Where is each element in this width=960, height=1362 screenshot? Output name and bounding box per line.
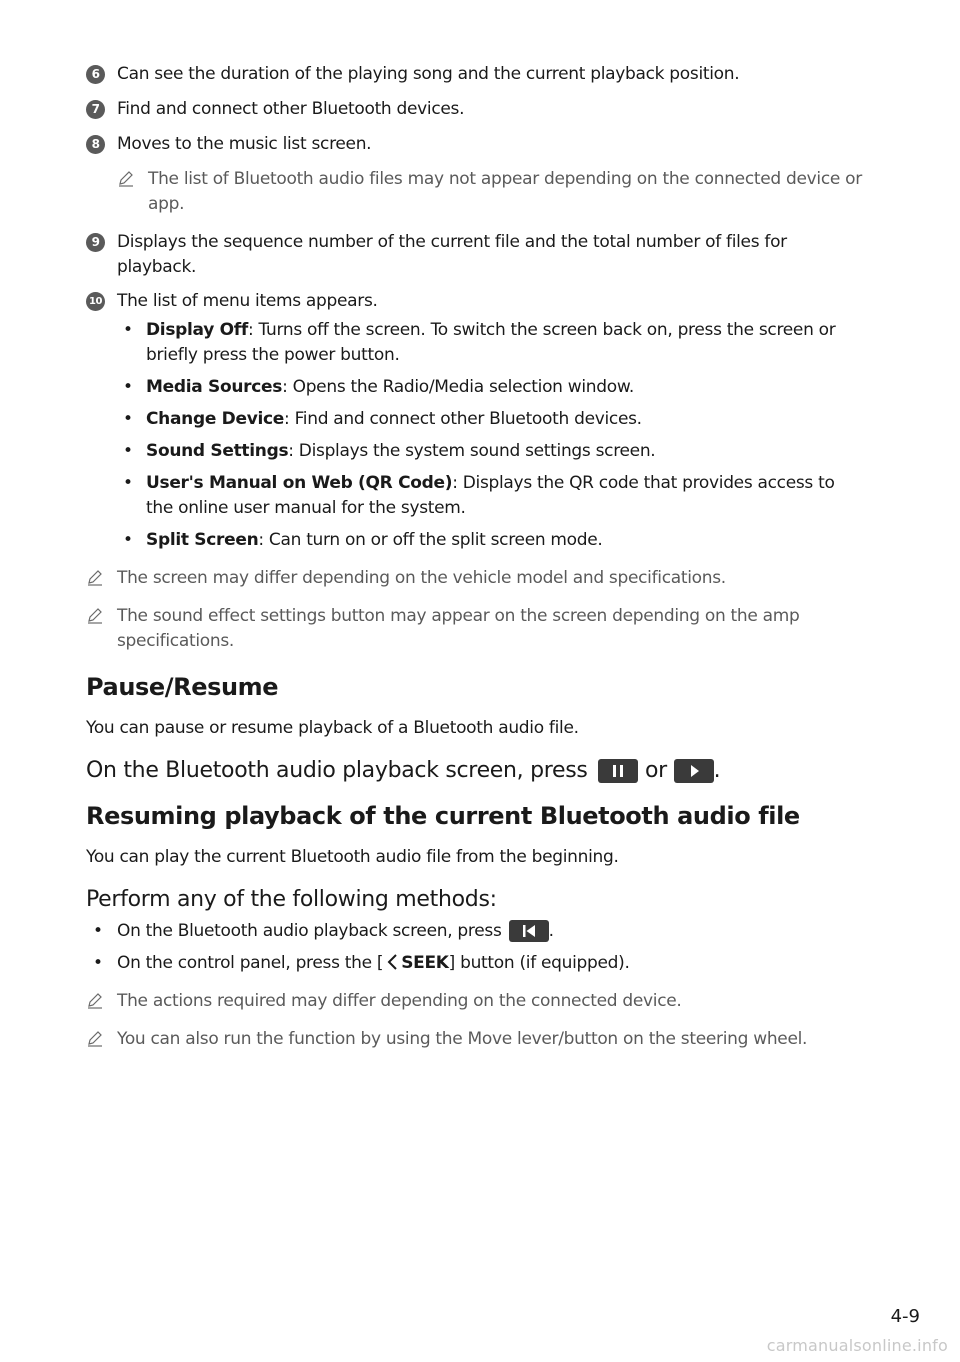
- watermark: carmanualsonline.info: [766, 1336, 948, 1355]
- note-text: The list of Bluetooth audio files may not appear depending on the connected device or app.: [148, 169, 862, 214]
- number-badge: 9: [86, 233, 105, 252]
- menu-desc: : Displays the system sound settings screen.: [288, 441, 656, 461]
- pause-description: You can pause or resume playback of a Bluetooth audio file.: [86, 718, 579, 738]
- pen-note-icon: [86, 1029, 104, 1047]
- note-text: The screen may differ depending on the vehicle model and specifications.: [117, 568, 726, 588]
- number-badge: 7: [86, 100, 105, 119]
- seek-key: SEEK: [401, 953, 449, 973]
- bullet-text: On the Bluetooth audio playback screen, press: [117, 921, 502, 941]
- page-number: 4-9: [890, 1306, 920, 1327]
- menu-term: User's Manual on Web (QR Code): [146, 473, 453, 493]
- pen-note-icon: [86, 568, 104, 586]
- item-text: Displays the sequence number of the current file and the total number of files for playback.: [117, 232, 787, 277]
- menu-term: Sound Settings: [146, 441, 289, 461]
- section-heading-pause-resume: Pause/Resume: [86, 673, 279, 701]
- menu-desc: : Displays the QR code that provides access to the online user manual for the system.: [146, 473, 835, 518]
- item-text: Moves to the music list screen.: [117, 134, 372, 154]
- number-badge: 8: [86, 135, 105, 154]
- step-or: or: [644, 758, 667, 783]
- menu-item-sound-settings: • Sound Settings: Displays the system sound settings screen.: [123, 441, 656, 461]
- resume-bullet-screen: • On the Bluetooth audio playback screen, press .: [93, 921, 554, 941]
- section-heading-resume-current: Resuming playback of the current Bluetooth audio file: [86, 802, 800, 830]
- note-item8: [117, 167, 864, 217]
- item-text: Find and connect other Bluetooth devices.: [117, 99, 465, 119]
- previous-track-icon: [509, 920, 549, 942]
- pen-note-icon: [86, 991, 104, 1009]
- menu-term: Display Off: [146, 320, 248, 340]
- list-item-9: [86, 230, 864, 280]
- menu-desc: : Turns off the screen. To switch the screen back on, press the screen or briefly press the power button.: [146, 320, 836, 365]
- item-text: The list of menu items appears.: [117, 291, 378, 311]
- item-text: Can see the duration of the playing song and the current playback position.: [117, 64, 740, 84]
- menu-term: Split Screen: [146, 530, 259, 550]
- list-item-8: [86, 132, 864, 157]
- chevron-left-icon: [385, 953, 399, 971]
- list-item-7: [86, 97, 864, 122]
- menu-term: Media Sources: [146, 377, 283, 397]
- bullet-text: On the control panel, press the [: [117, 953, 384, 973]
- note-actions-differ: [86, 989, 864, 1014]
- menu-item-split-screen: • Split Screen: Can turn on or off the split screen mode.: [123, 530, 603, 550]
- resume-bullet-control-panel: • On the control panel, press the [ SEEK] button (if equipped).: [93, 953, 630, 973]
- note-sound-effect: [86, 604, 864, 654]
- menu-desc: : Can turn on or off the split screen mode.: [258, 530, 603, 550]
- number-badge: 10: [86, 292, 105, 311]
- play-icon: [674, 759, 714, 783]
- note-text: The actions required may differ depending on the connected device.: [117, 991, 682, 1011]
- menu-item-change-device: • Change Device: Find and connect other Bluetooth devices.: [123, 409, 642, 429]
- list-item-10: [86, 289, 864, 314]
- note-text: The sound effect settings button may appear on the screen depending on the amp specifications.: [117, 606, 800, 651]
- pause-icon: [598, 759, 638, 783]
- note-text: You can also run the function by using the Move lever/button on the steering wheel.: [117, 1029, 808, 1049]
- note-screen-differ: [86, 566, 864, 591]
- menu-desc: : Opens the Radio/Media selection window.: [282, 377, 634, 397]
- menu-term: Change Device: [146, 409, 285, 429]
- pen-note-icon: [86, 606, 104, 624]
- menu-item-media-sources: • Media Sources: Opens the Radio/Media selection window.: [123, 377, 634, 397]
- resume-step: Perform any of the following methods:: [86, 887, 497, 912]
- pause-step: On the Bluetooth audio playback screen, press or .: [86, 758, 721, 783]
- list-item-6: [86, 62, 864, 87]
- menu-desc: : Find and connect other Bluetooth devices.: [284, 409, 642, 429]
- menu-item-users-manual: • User's Manual on Web (QR Code): Displays the QR code that provides access to the online user manual for the system.: [123, 473, 835, 518]
- number-badge: 6: [86, 65, 105, 84]
- resume-description: You can play the current Bluetooth audio file from the beginning.: [86, 847, 619, 867]
- note-move-lever: [86, 1027, 864, 1052]
- menu-item-display-off: • Display Off: Turns off the screen. To switch the screen back on, press the screen or briefly press the power button.: [123, 320, 836, 365]
- pen-note-icon: [117, 169, 135, 187]
- step-text: On the Bluetooth audio playback screen, press: [86, 758, 588, 783]
